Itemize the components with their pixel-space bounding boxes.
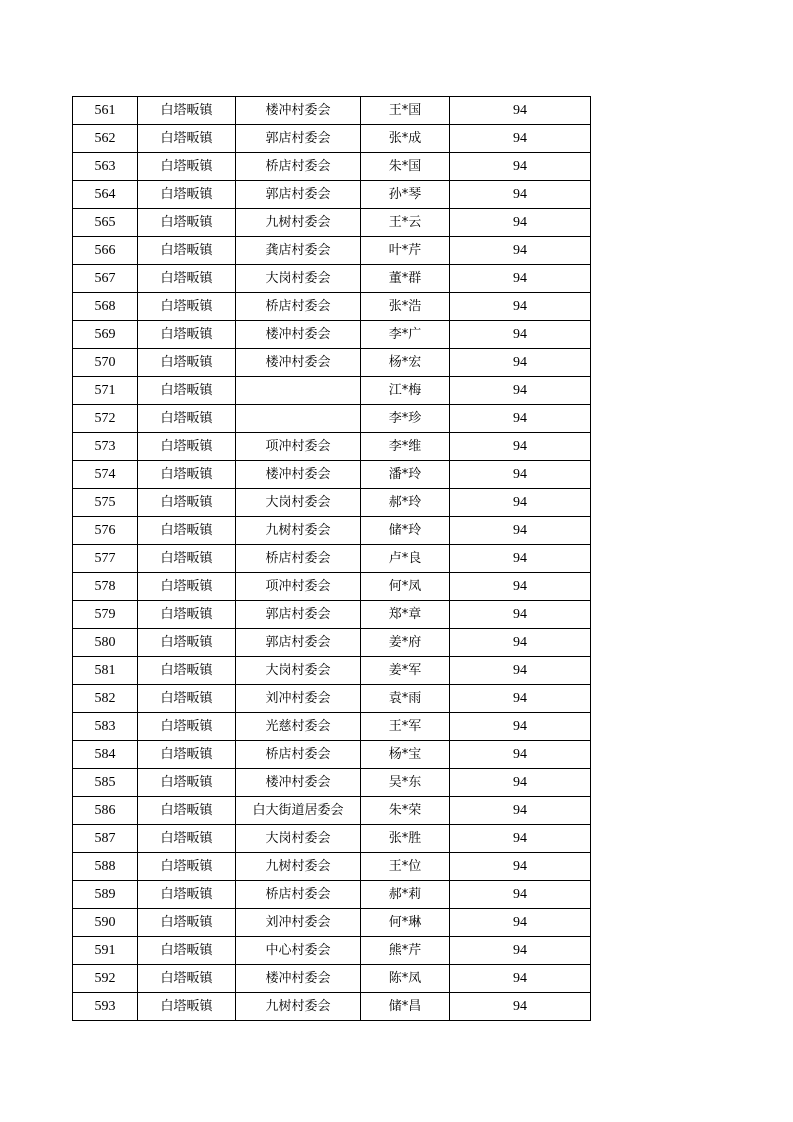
- person-name-cell: 王*国: [361, 97, 450, 125]
- row-number-cell: 573: [73, 433, 138, 461]
- village-committee-cell: 大岗村委会: [236, 265, 361, 293]
- table-row: [73, 853, 591, 881]
- town-cell: 白塔畈镇: [138, 237, 236, 265]
- village-committee-cell: 大岗村委会: [236, 489, 361, 517]
- score-cell: 94: [450, 629, 591, 657]
- town-cell: 白塔畈镇: [138, 629, 236, 657]
- village-committee-cell: 郭店村委会: [236, 181, 361, 209]
- row-number-cell: 585: [73, 769, 138, 797]
- row-number-cell: 582: [73, 685, 138, 713]
- row-number-cell: 577: [73, 545, 138, 573]
- score-cell: 94: [450, 461, 591, 489]
- town-cell: 白塔畈镇: [138, 685, 236, 713]
- score-cell: 94: [450, 209, 591, 237]
- table-row: [73, 685, 591, 713]
- person-name-cell: 郑*章: [361, 601, 450, 629]
- row-number-cell: 563: [73, 153, 138, 181]
- score-cell: 94: [450, 657, 591, 685]
- row-number-cell: 564: [73, 181, 138, 209]
- table-row: [73, 937, 591, 965]
- row-number-cell: 578: [73, 573, 138, 601]
- village-committee-cell: 光慈村委会: [236, 713, 361, 741]
- town-cell: 白塔畈镇: [138, 657, 236, 685]
- person-name-cell: 姜*府: [361, 629, 450, 657]
- row-number-cell: 589: [73, 881, 138, 909]
- person-name-cell: 王*位: [361, 853, 450, 881]
- person-name-cell: 张*浩: [361, 293, 450, 321]
- score-cell: 94: [450, 769, 591, 797]
- table-row: [73, 741, 591, 769]
- row-number-cell: 586: [73, 797, 138, 825]
- score-cell: 94: [450, 349, 591, 377]
- score-cell: 94: [450, 993, 591, 1021]
- person-name-cell: 朱*国: [361, 153, 450, 181]
- person-name-cell: 郝*莉: [361, 881, 450, 909]
- table-row: [73, 153, 591, 181]
- table-row: [73, 545, 591, 573]
- town-cell: 白塔畈镇: [138, 153, 236, 181]
- table-row: [73, 181, 591, 209]
- town-cell: 白塔畈镇: [138, 97, 236, 125]
- row-number-cell: 562: [73, 125, 138, 153]
- village-committee-cell: 九树村委会: [236, 993, 361, 1021]
- village-committee-cell: 桥店村委会: [236, 545, 361, 573]
- roster-table: [72, 96, 591, 1021]
- village-committee-cell: 刘冲村委会: [236, 909, 361, 937]
- person-name-cell: 李*珍: [361, 405, 450, 433]
- town-cell: 白塔畈镇: [138, 573, 236, 601]
- score-cell: 94: [450, 573, 591, 601]
- village-committee-cell: 桥店村委会: [236, 293, 361, 321]
- person-name-cell: 李*维: [361, 433, 450, 461]
- village-committee-cell: 九树村委会: [236, 517, 361, 545]
- score-cell: 94: [450, 321, 591, 349]
- town-cell: 白塔畈镇: [138, 601, 236, 629]
- town-cell: 白塔畈镇: [138, 265, 236, 293]
- town-cell: 白塔畈镇: [138, 797, 236, 825]
- score-cell: 94: [450, 853, 591, 881]
- town-cell: 白塔畈镇: [138, 965, 236, 993]
- village-committee-cell: 郭店村委会: [236, 629, 361, 657]
- row-number-cell: 580: [73, 629, 138, 657]
- table-row: [73, 965, 591, 993]
- table-row: [73, 293, 591, 321]
- score-cell: 94: [450, 265, 591, 293]
- row-number-cell: 575: [73, 489, 138, 517]
- table-row: [73, 125, 591, 153]
- town-cell: 白塔畈镇: [138, 545, 236, 573]
- village-committee-cell: 桥店村委会: [236, 881, 361, 909]
- town-cell: 白塔畈镇: [138, 741, 236, 769]
- score-cell: 94: [450, 125, 591, 153]
- town-cell: 白塔畈镇: [138, 713, 236, 741]
- score-cell: 94: [450, 377, 591, 405]
- village-committee-cell: 刘冲村委会: [236, 685, 361, 713]
- table-row: [73, 517, 591, 545]
- person-name-cell: 姜*军: [361, 657, 450, 685]
- town-cell: 白塔畈镇: [138, 769, 236, 797]
- person-name-cell: 杨*宏: [361, 349, 450, 377]
- village-committee-cell: 楼冲村委会: [236, 349, 361, 377]
- town-cell: 白塔畈镇: [138, 349, 236, 377]
- row-number-cell: 570: [73, 349, 138, 377]
- score-cell: 94: [450, 97, 591, 125]
- village-committee-cell: 项冲村委会: [236, 433, 361, 461]
- score-cell: 94: [450, 433, 591, 461]
- table-row: [73, 209, 591, 237]
- score-cell: 94: [450, 881, 591, 909]
- row-number-cell: 591: [73, 937, 138, 965]
- person-name-cell: 江*梅: [361, 377, 450, 405]
- town-cell: 白塔畈镇: [138, 377, 236, 405]
- village-committee-cell: 九树村委会: [236, 853, 361, 881]
- town-cell: 白塔畈镇: [138, 853, 236, 881]
- person-name-cell: 叶*芹: [361, 237, 450, 265]
- village-committee-cell: 大岗村委会: [236, 657, 361, 685]
- table-row: [73, 265, 591, 293]
- person-name-cell: 卢*良: [361, 545, 450, 573]
- roster-table-body: [73, 97, 591, 1021]
- village-committee-cell: 桥店村委会: [236, 741, 361, 769]
- row-number-cell: 574: [73, 461, 138, 489]
- person-name-cell: 陈*凤: [361, 965, 450, 993]
- score-cell: 94: [450, 965, 591, 993]
- row-number-cell: 568: [73, 293, 138, 321]
- town-cell: 白塔畈镇: [138, 125, 236, 153]
- table-row: [73, 825, 591, 853]
- village-committee-cell: 大岗村委会: [236, 825, 361, 853]
- table-row: [73, 881, 591, 909]
- table-row: [73, 237, 591, 265]
- person-name-cell: 潘*玲: [361, 461, 450, 489]
- row-number-cell: 576: [73, 517, 138, 545]
- person-name-cell: 储*昌: [361, 993, 450, 1021]
- score-cell: 94: [450, 237, 591, 265]
- row-number-cell: 593: [73, 993, 138, 1021]
- table-row: [73, 405, 591, 433]
- village-committee-cell: 郭店村委会: [236, 601, 361, 629]
- table-row: [73, 993, 591, 1021]
- score-cell: 94: [450, 181, 591, 209]
- village-committee-cell: 中心村委会: [236, 937, 361, 965]
- town-cell: 白塔畈镇: [138, 293, 236, 321]
- person-name-cell: 杨*宝: [361, 741, 450, 769]
- table-row: [73, 377, 591, 405]
- row-number-cell: 587: [73, 825, 138, 853]
- score-cell: 94: [450, 797, 591, 825]
- person-name-cell: 朱*荣: [361, 797, 450, 825]
- village-committee-cell: 楼冲村委会: [236, 97, 361, 125]
- town-cell: 白塔畈镇: [138, 433, 236, 461]
- row-number-cell: 584: [73, 741, 138, 769]
- row-number-cell: 588: [73, 853, 138, 881]
- person-name-cell: 郝*玲: [361, 489, 450, 517]
- town-cell: 白塔畈镇: [138, 517, 236, 545]
- village-committee-cell: 龚店村委会: [236, 237, 361, 265]
- table-row: [73, 433, 591, 461]
- score-cell: 94: [450, 517, 591, 545]
- person-name-cell: 张*胜: [361, 825, 450, 853]
- town-cell: 白塔畈镇: [138, 825, 236, 853]
- table-row: [73, 909, 591, 937]
- village-committee-cell: 项冲村委会: [236, 573, 361, 601]
- town-cell: 白塔畈镇: [138, 181, 236, 209]
- score-cell: 94: [450, 545, 591, 573]
- row-number-cell: 592: [73, 965, 138, 993]
- table-row: [73, 349, 591, 377]
- table-row: [73, 769, 591, 797]
- row-number-cell: 583: [73, 713, 138, 741]
- row-number-cell: 579: [73, 601, 138, 629]
- village-committee-cell: 白大街道居委会: [236, 797, 361, 825]
- score-cell: 94: [450, 713, 591, 741]
- village-committee-cell: [236, 377, 361, 405]
- row-number-cell: 569: [73, 321, 138, 349]
- row-number-cell: 572: [73, 405, 138, 433]
- person-name-cell: 李*广: [361, 321, 450, 349]
- score-cell: 94: [450, 825, 591, 853]
- table-row: [73, 321, 591, 349]
- table-row: [73, 629, 591, 657]
- score-cell: 94: [450, 741, 591, 769]
- score-cell: 94: [450, 153, 591, 181]
- score-cell: 94: [450, 601, 591, 629]
- person-name-cell: 何*琳: [361, 909, 450, 937]
- row-number-cell: 590: [73, 909, 138, 937]
- person-name-cell: 王*军: [361, 713, 450, 741]
- person-name-cell: 熊*芹: [361, 937, 450, 965]
- person-name-cell: 张*成: [361, 125, 450, 153]
- table-row: [73, 713, 591, 741]
- town-cell: 白塔畈镇: [138, 937, 236, 965]
- village-committee-cell: 桥店村委会: [236, 153, 361, 181]
- person-name-cell: 储*玲: [361, 517, 450, 545]
- person-name-cell: 何*凤: [361, 573, 450, 601]
- village-committee-cell: 楼冲村委会: [236, 965, 361, 993]
- village-committee-cell: 楼冲村委会: [236, 321, 361, 349]
- table-row: [73, 489, 591, 517]
- score-cell: 94: [450, 293, 591, 321]
- village-committee-cell: 楼冲村委会: [236, 769, 361, 797]
- village-committee-cell: [236, 405, 361, 433]
- row-number-cell: 571: [73, 377, 138, 405]
- person-name-cell: 孙*琴: [361, 181, 450, 209]
- table-row: [73, 797, 591, 825]
- town-cell: 白塔畈镇: [138, 461, 236, 489]
- person-name-cell: 王*云: [361, 209, 450, 237]
- town-cell: 白塔畈镇: [138, 489, 236, 517]
- score-cell: 94: [450, 909, 591, 937]
- score-cell: 94: [450, 405, 591, 433]
- person-name-cell: 董*群: [361, 265, 450, 293]
- row-number-cell: 561: [73, 97, 138, 125]
- score-cell: 94: [450, 685, 591, 713]
- town-cell: 白塔畈镇: [138, 405, 236, 433]
- person-name-cell: 吴*东: [361, 769, 450, 797]
- village-committee-cell: 郭店村委会: [236, 125, 361, 153]
- table-row: [73, 461, 591, 489]
- town-cell: 白塔畈镇: [138, 909, 236, 937]
- row-number-cell: 566: [73, 237, 138, 265]
- row-number-cell: 567: [73, 265, 138, 293]
- person-name-cell: 袁*雨: [361, 685, 450, 713]
- town-cell: 白塔畈镇: [138, 881, 236, 909]
- town-cell: 白塔畈镇: [138, 209, 236, 237]
- table-row: [73, 573, 591, 601]
- table-row: [73, 97, 591, 125]
- row-number-cell: 565: [73, 209, 138, 237]
- village-committee-cell: 楼冲村委会: [236, 461, 361, 489]
- table-row: [73, 601, 591, 629]
- table-row: [73, 657, 591, 685]
- village-committee-cell: 九树村委会: [236, 209, 361, 237]
- score-cell: 94: [450, 937, 591, 965]
- score-cell: 94: [450, 489, 591, 517]
- row-number-cell: 581: [73, 657, 138, 685]
- town-cell: 白塔畈镇: [138, 321, 236, 349]
- town-cell: 白塔畈镇: [138, 993, 236, 1021]
